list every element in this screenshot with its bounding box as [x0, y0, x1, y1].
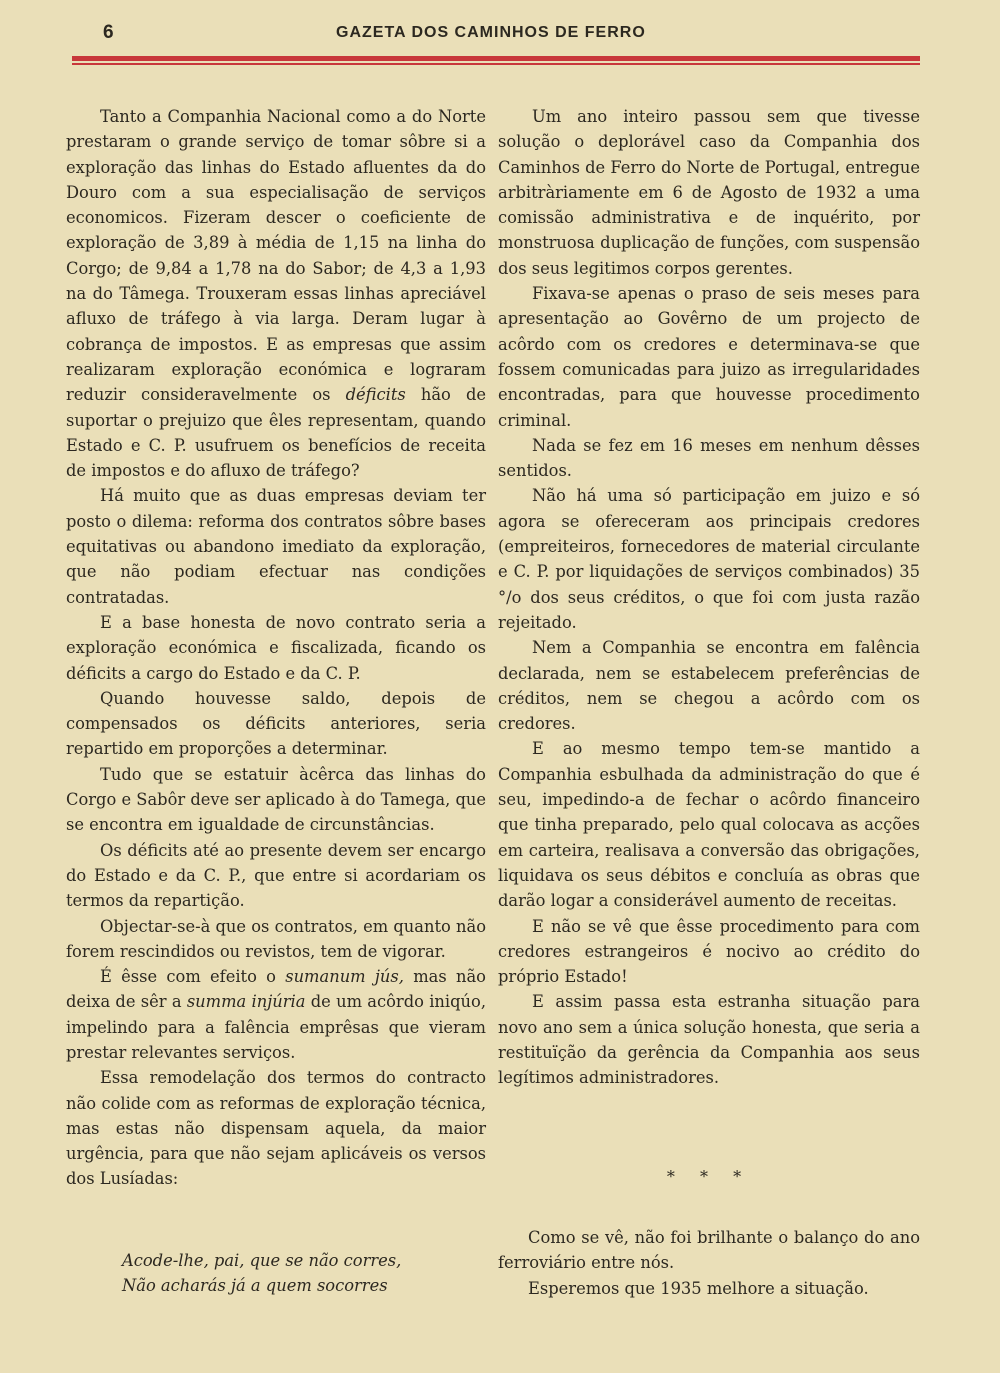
verse-line: Não acharás já a quem socorres	[122, 1276, 388, 1296]
text-run: de um acôrdo iniqúo, impelindo para a falência emprêsas que vieram prestar relevantes serviços.	[66, 992, 486, 1062]
paragraph	[66, 686, 486, 762]
paragraph	[66, 1065, 486, 1191]
paragraph	[498, 281, 920, 433]
paragraph	[498, 635, 920, 736]
italic-term: déficits	[345, 385, 406, 405]
section-separator: * * *	[666, 1167, 752, 1186]
paragraph	[66, 762, 486, 838]
paragraph	[498, 914, 920, 990]
paragraph	[498, 736, 920, 913]
text-run: E ao mesmo tempo tem-se mantido a Companhia esbulhada da administração do que é seu, impedindo-a de fechar o acôrdo financeiro que tinha preparado, pelo qual colocava as acções em carteira, realisava a conversão das obrigações, liquidava os seus débitos e concluía as obras que darão logar a considerável aumento de receitas.	[498, 739, 920, 911]
text-run: Quando houvesse saldo, depois de compensados os déficits anteriores, seria repartido em proporções a determinar.	[66, 688, 486, 759]
closing-paragraph: Como se vê, não foi brilhante o balanço do ano ferroviário entre nós.	[498, 1228, 920, 1273]
header-rule	[72, 56, 920, 61]
publication-title: GAZETA DOS CAMINHOS DE FERRO	[336, 24, 646, 41]
header-rule-thin	[72, 63, 920, 65]
paragraph	[498, 483, 920, 635]
text-run: Os déficits até ao presente devem ser encargo do Estado e da C. P., que entre si acordariam os termos da repartição.	[66, 840, 486, 911]
paragraph	[498, 104, 920, 281]
text-run: E não se vê que êsse procedimento para com credores estrangeiros é nocivo ao crédito do próprio Estado!	[498, 916, 920, 987]
paragraph	[66, 610, 486, 686]
text-run: Tanto a Companhia Nacional como a do Norte prestaram o grande serviço de tomar sôbre si a exploração das linhas do Estado afluentes da do Douro com a sua especialisação de serviços economicos. Fizeram descer o coeficiente de exploração de 3,89 à média de 1,15 na linha do Corgo; de 9,84 a 1,78 na do Sabor; de 4,3 a 1,93 na do Tâmega. Trouxeram essas linhas apreciável afluxo de tráfego à via larga. Deram lugar à cobrança de impostos. E as empresas que assim realizaram exploração económica e lograram reduzir consideravelmente os	[66, 107, 486, 405]
italic-term: sumanum jús,	[285, 967, 404, 987]
text-run: Essa remodelação dos termos do contracto não colide com as reformas de exploração técnica, mas estas não dispensam aquela, da maior urgência, para que não sejam aplicáveis os versos dos Lusíadas:	[66, 1068, 486, 1189]
closing-paragraph: Esperemos que 1935 melhore a situação.	[528, 1278, 869, 1298]
paragraph	[498, 433, 920, 484]
paragraph	[66, 104, 486, 483]
paragraph	[66, 483, 486, 609]
left-column	[66, 104, 486, 1192]
text-run: Tudo que se estatuir àcêrca das linhas do Corgo e Sabôr deve ser aplicado à do Tamega, que se encontra em igualdade de circunstâncias.	[66, 764, 486, 835]
right-column	[498, 104, 920, 1091]
text-run: Fixava-se apenas o praso de seis meses para apresentação ao Govêrno de um projecto de acôrdo com os credores e determinava-se que fossem comunicadas para juizo as irregularidades encontradas, para que houvesse procedimento criminal.	[498, 284, 920, 430]
paragraph	[498, 989, 920, 1090]
text-run: Um ano inteiro passou sem que tivesse solução o deplorável caso da Companhia dos Caminhos de Ferro do Norte de Portugal, entregue arbitràriamente em 6 de Agosto de 1932 a uma comissão administrativa e de inquérito, por monstruosa duplicação de funções, com suspensão dos seus legitimos corpos gerentes.	[498, 107, 920, 278]
closing-paragraphs	[498, 1225, 920, 1301]
italic-term: summa injúria	[186, 992, 306, 1012]
text-run: Não há uma só participação em juizo e só agora se ofereceram aos principais credores (empreiteiros, fornecedores de material circulante e C. P. por liquidações de serviços combinados) 35 °/o dos seus créditos, o que foi com justa razão rejeitado.	[498, 486, 920, 632]
text-run: Nada se fez em 16 meses em nenhum dêsses sentidos.	[498, 435, 920, 481]
verse-line: Acode-lhe, pai, que se não corres,	[122, 1251, 402, 1270]
text-run: mas não deixa de sêr a	[66, 967, 486, 1012]
text-run: Há muito que as duas empresas deviam ter posto o dilema: reforma dos contratos sôbre bases equitativas ou abandono imediato da exploração, que não podiam efectuar nas condições contratadas.	[66, 486, 486, 607]
text-run: Objectar-se-à que os contratos, em quanto não forem rescindidos ou revistos, tem de vigorar.	[66, 916, 486, 961]
text-run: E assim passa esta estranha situação para novo ano sem a única solução honesta, que seria a restituïção da gerência da Companhia aos seus legítimos administradores.	[498, 992, 920, 1088]
text-run: E a base honesta de novo contrato seria a exploração económica e fiscalizada, ficando os déficits a cargo do Estado e da C. P.	[66, 612, 486, 683]
paragraph	[66, 914, 486, 965]
paragraph	[66, 838, 486, 914]
text-run: hão de suportar o prejuizo que êles representam, quando Estado e C. P. usufruem os benefícios de receita de impostos e do afluxo de tráfego?	[66, 385, 486, 481]
text-run: É êsse com efeito o	[100, 967, 286, 987]
text-run: Nem a Companhia se encontra em falência declarada, nem se estabelecem preferências de créditos, nem se chegou a acôrdo com os credores.	[498, 638, 920, 734]
paragraph	[66, 964, 486, 1065]
page-number: 6	[103, 22, 114, 43]
verse-quote	[122, 1248, 482, 1299]
